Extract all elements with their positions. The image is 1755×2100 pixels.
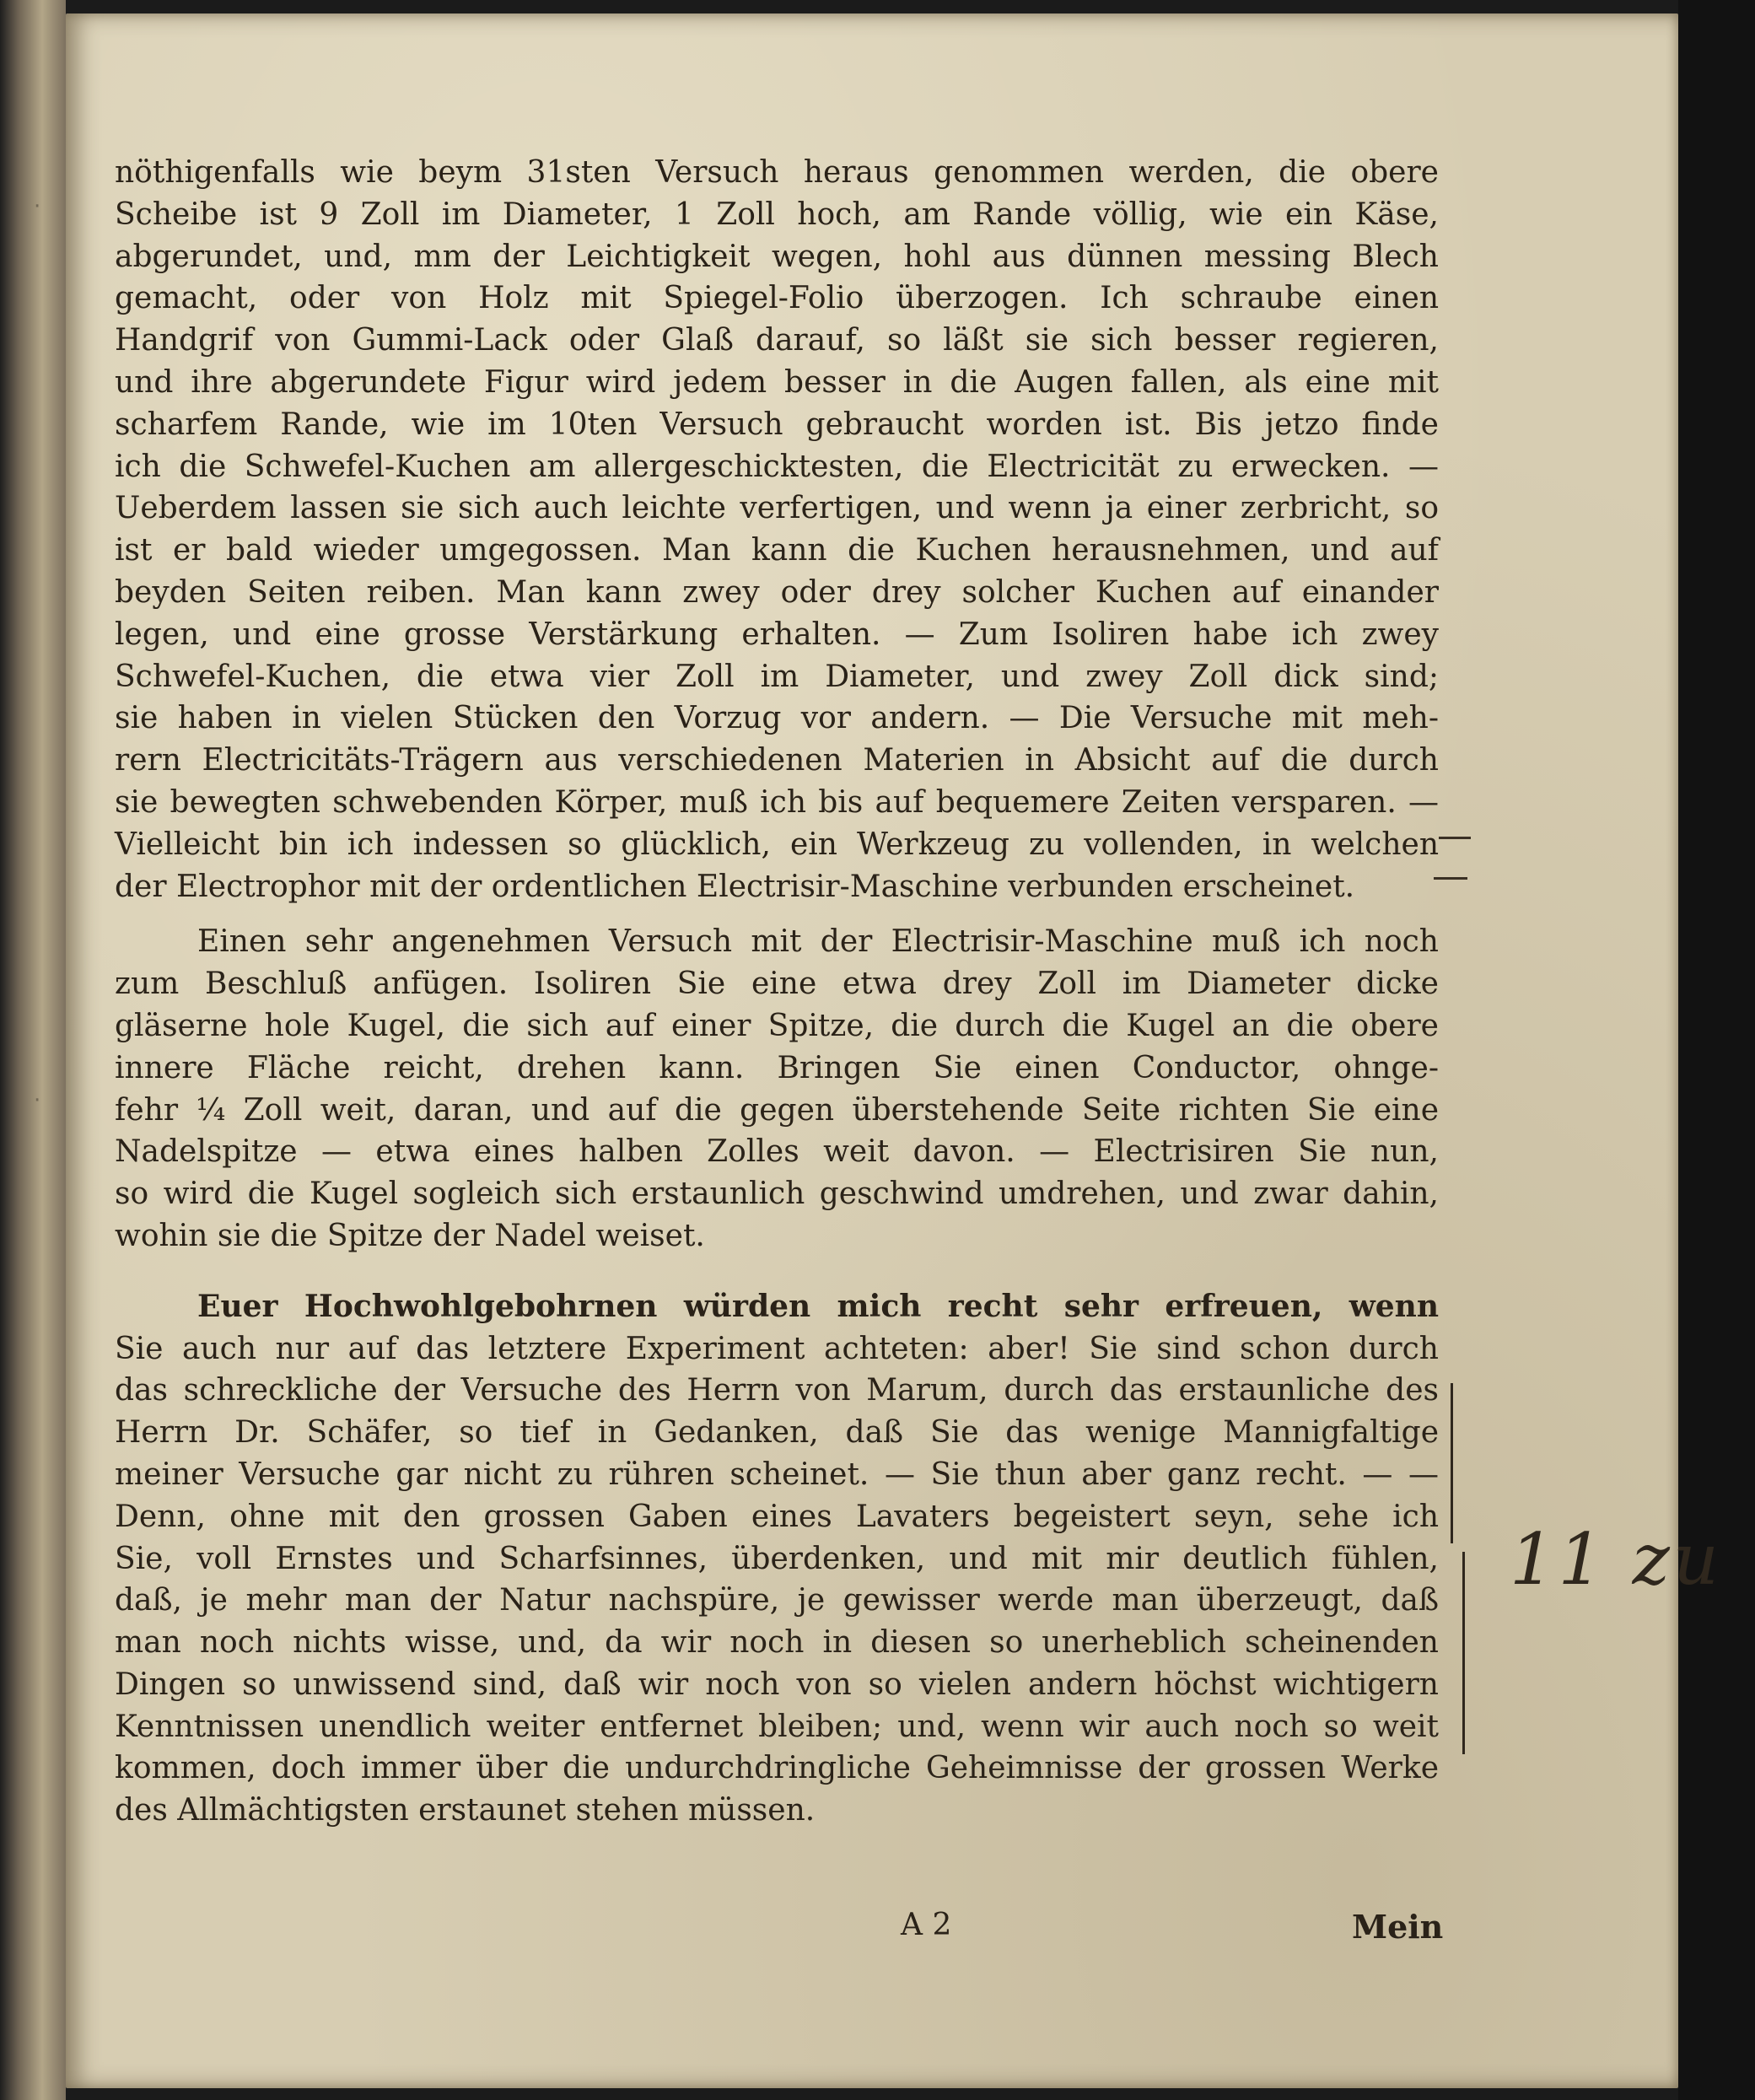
text-line: wohin sie die Spitze der Nadel weiset. bbox=[115, 1218, 705, 1253]
text-line: des Allmächtigsten erstaunet stehen müssen. bbox=[115, 1793, 816, 1828]
text-line: gemacht, oder von Holz mit Spiegel-Folio überzogen. Ich schraube einen bbox=[115, 281, 1439, 316]
text-line: legen, und eine grosse Verstärkung erhalten. — Zum Isoliren habe ich zwey bbox=[115, 617, 1439, 652]
text-line: beyden Seiten reiben. Man kann zwey oder drey solcher Kuchen auf einander bbox=[115, 574, 1439, 610]
text-line: Dingen so unwissend sind, daß wir noch von so vielen andern höchst wichtigern bbox=[115, 1667, 1439, 1702]
margin-tick-mark bbox=[1434, 877, 1467, 880]
facing-page-edge bbox=[0, 0, 66, 2100]
text-line: kommen, doch immer über die undurchdringliche Geheimnisse der grossen Werke bbox=[115, 1751, 1439, 1786]
text-line: Einen sehr angenehmen Versuch mit der Electrisir-Maschine muß ich noch bbox=[197, 924, 1439, 960]
text-line: fehr ¼ Zoll weit, daran, und auf die gegen überstehende Seite richten Sie eine bbox=[115, 1092, 1439, 1128]
text-line: man noch nichts wisse, und, da wir noch in diesen so unerheblich scheinenden bbox=[115, 1625, 1439, 1661]
text-line: und ihre abgerundete Figur wird jedem besser in die Augen fallen, als eine mit bbox=[115, 364, 1439, 400]
page-body bbox=[115, 152, 1439, 1832]
text-line: Herrn Dr. Schäfer, so tief in Gedanken, daß Sie das wenige Mannigfaltige bbox=[115, 1415, 1439, 1451]
paragraph-3 bbox=[115, 1286, 1439, 1832]
text-line: innere Fläche reicht, drehen kann. Bringen Sie einen Conductor, ohnge- bbox=[115, 1050, 1439, 1085]
signature-mark: A 2 bbox=[901, 1908, 952, 1942]
text-line: Euer Hochwohlgebohrnen würden mich recht sehr erfreuen, wenn bbox=[197, 1288, 1439, 1324]
text-line: ich die Schwefel-Kuchen am allergeschicktesten, die Electricität zu erwecken. — bbox=[115, 449, 1439, 484]
facing-page-bleed-mark: · bbox=[34, 1088, 43, 1113]
text-line: Ueberdem lassen sie sich auch leichte verfertigen, und wenn ja einer zerbricht, so bbox=[115, 491, 1439, 526]
text-line: Handgrif von Gummi-Lack oder Glaß darauf, so läßt sie sich besser regieren, bbox=[115, 323, 1439, 358]
text-line: zum Beschluß anfügen. Isoliren Sie eine etwa drey Zoll im Diameter dicke bbox=[115, 967, 1439, 1002]
catchword: Mein bbox=[1352, 1908, 1444, 1946]
text-line: das schreckliche der Versuche des Herrn von Marum, durch das erstaunliche des bbox=[115, 1373, 1439, 1408]
text-line: Nadelspitze — etwa eines halben Zolles weit davon. — Electrisiren Sie nun, bbox=[115, 1134, 1439, 1170]
text-line: Sie, voll Ernstes und Scharfsinnes, überdenken, und mit mir deutlich fühlen, bbox=[115, 1541, 1439, 1576]
text-line: daß, je mehr man der Natur nachspüre, je gewisser werde man überzeugt, daß bbox=[115, 1583, 1439, 1618]
text-line: Vielleicht bin ich indessen so glücklich, ein Werkzeug zu vollenden, in welchen bbox=[115, 827, 1439, 862]
paragraph-2 bbox=[115, 921, 1439, 1257]
text-line: rern Electricitäts-Trägern aus verschiedenen Materien in Absicht auf die durch bbox=[115, 743, 1439, 778]
text-line: nöthigenfalls wie beym 31sten Versuch heraus genommen werden, die obere bbox=[115, 155, 1439, 190]
scan-background bbox=[1678, 0, 1755, 2100]
text-line: Scheibe ist 9 Zoll im Diameter, 1 Zoll hoch, am Rande völlig, wie ein Käse, bbox=[115, 197, 1439, 232]
margin-pencil-line bbox=[1451, 1383, 1453, 1543]
paragraph-1 bbox=[115, 152, 1439, 907]
text-line: ist er bald wieder umgegossen. Man kann die Kuchen herausnehmen, und auf bbox=[115, 533, 1439, 568]
text-line: meiner Versuche gar nicht zu rühren scheinet. — Sie thun aber ganz recht. — — bbox=[115, 1457, 1439, 1492]
text-line: sie haben in vielen Stücken den Vorzug vor andern. — Die Versuche mit meh- bbox=[115, 701, 1439, 736]
text-line: gläserne hole Kugel, die sich auf einer Spitze, die durch die Kugel an die obere bbox=[115, 1008, 1439, 1043]
facing-page-bleed-mark: · bbox=[34, 194, 43, 219]
text-line: Sie auch nur auf das letztere Experiment achteten: aber! Sie sind schon durch bbox=[115, 1331, 1439, 1366]
text-line: der Electrophor mit der ordentlichen Electrisir-Maschine verbunden erscheinet. bbox=[115, 869, 1355, 904]
text-line: Schwefel-Kuchen, die etwa vier Zoll im Diameter, und zwey Zoll dick sind; bbox=[115, 659, 1439, 694]
text-line: abgerundet, und, mm der Leichtigkeit wegen, hohl aus dünnen messing Blech bbox=[115, 239, 1439, 274]
margin-pencil-line bbox=[1462, 1552, 1465, 1754]
text-line: sie bewegten schwebenden Körper, muß ich bis auf bequemere Zeiten versparen. — bbox=[115, 784, 1439, 820]
margin-tick-mark bbox=[1439, 837, 1471, 839]
handwritten-margin-note: 11 zu bbox=[1510, 1518, 1722, 1601]
text-line: Kenntnissen unendlich weiter entfernet bleiben; und, wenn wir auch noch so weit bbox=[115, 1709, 1439, 1744]
text-line: Denn, ohne mit den grossen Gaben eines Lavaters begeistert seyn, sehe ich bbox=[115, 1499, 1439, 1534]
text-line: scharfem Rande, wie im 10ten Versuch gebraucht worden ist. Bis jetzo finde bbox=[115, 407, 1439, 442]
faded-ink-stamp bbox=[281, 1903, 712, 1953]
text-line: so wird die Kugel sogleich sich erstaunlich geschwind umdrehen, und zwar dahin, bbox=[115, 1177, 1439, 1212]
